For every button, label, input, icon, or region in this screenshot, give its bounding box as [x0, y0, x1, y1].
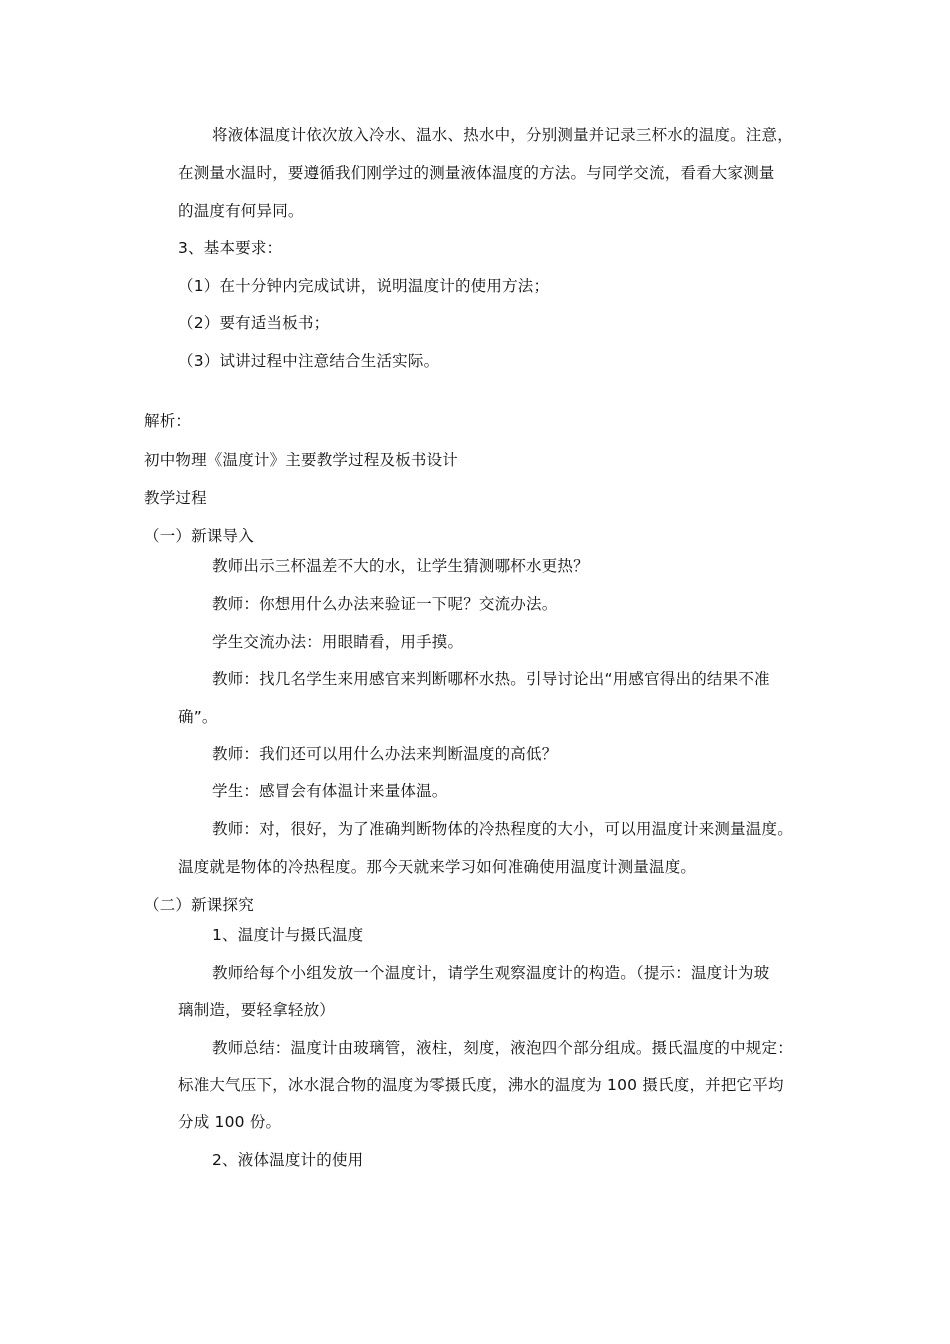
section2-line-1a: 教师给每个小组发放一个温度计，请学生观察温度计的构造。（提示：温度计为玻: [212, 964, 770, 982]
intro-line-3: 的温度有何异同。: [178, 202, 304, 220]
section2-subheading-2: 2、液体温度计的使用: [212, 1151, 364, 1169]
section1-line-1: 教师出示三杯温差不大的水，让学生猜测哪杯水更热？: [212, 557, 589, 575]
section1-line-3: 学生交流办法：用眼睛看，用手摸。: [212, 633, 464, 651]
section2-subheading-1: 1、温度计与摄氏温度: [212, 926, 364, 944]
section1-line-6: 学生：感冒会有体温计来量体温。: [212, 782, 448, 800]
requirements-heading: 3、基本要求：: [178, 239, 283, 257]
section2-line-2b: 标准大气压下，冰水混合物的温度为零摄氏度，沸水的温度为 100 摄氏度，并把它平均: [178, 1076, 784, 1094]
section2-line-2a: 教师总结：温度计由玻璃管，液柱，刻度，液泡四个部分组成。摄氏温度的中规定：: [212, 1039, 793, 1057]
teaching-process-label: 教学过程: [144, 489, 207, 507]
section1-line-7a: 教师：对，很好，为了准确判断物体的冷热程度的大小，可以用温度计来测量温度。: [212, 820, 793, 838]
section1-line-4b: 确”。: [178, 708, 218, 726]
section1-line-4a: 教师：找几名学生来用感官来判断哪杯水热。引导讨论出“用感官得出的结果不准: [212, 670, 770, 688]
analysis-title: 初中物理《温度计》主要教学过程及板书设计: [144, 451, 459, 469]
intro-line-2: 在测量水温时，要遵循我们刚学过的测量液体温度的方法。与同学交流，看看大家测量: [178, 164, 775, 182]
section1-line-2: 教师：你想用什么办法来验证一下呢？交流办法。: [212, 595, 558, 613]
section1-line-7b: 温度就是物体的冷热程度。那今天就来学习如何准确使用温度计测量温度。: [178, 858, 697, 876]
requirement-item-3: （3）试讲过程中注意结合生活实际。: [178, 352, 440, 370]
intro-line-1: 将液体温度计依次放入冷水、温水、热水中，分别测量并记录三杯水的温度。注意，: [212, 126, 793, 144]
section2-line-2c: 分成 100 份。: [178, 1113, 282, 1131]
section2-line-1b: 璃制造，要轻拿轻放）: [178, 1001, 336, 1019]
section1-line-5: 教师：我们还可以用什么办法来判断温度的高低？: [212, 745, 558, 763]
requirement-item-2: （2）要有适当板书；: [178, 314, 330, 332]
section1-heading: （一）新课导入: [144, 527, 254, 545]
section2-heading: （二）新课探究: [144, 896, 254, 914]
requirement-item-1: （1）在十分钟内完成试讲，说明温度计的使用方法；: [178, 277, 550, 295]
analysis-label: 解析：: [144, 412, 192, 430]
